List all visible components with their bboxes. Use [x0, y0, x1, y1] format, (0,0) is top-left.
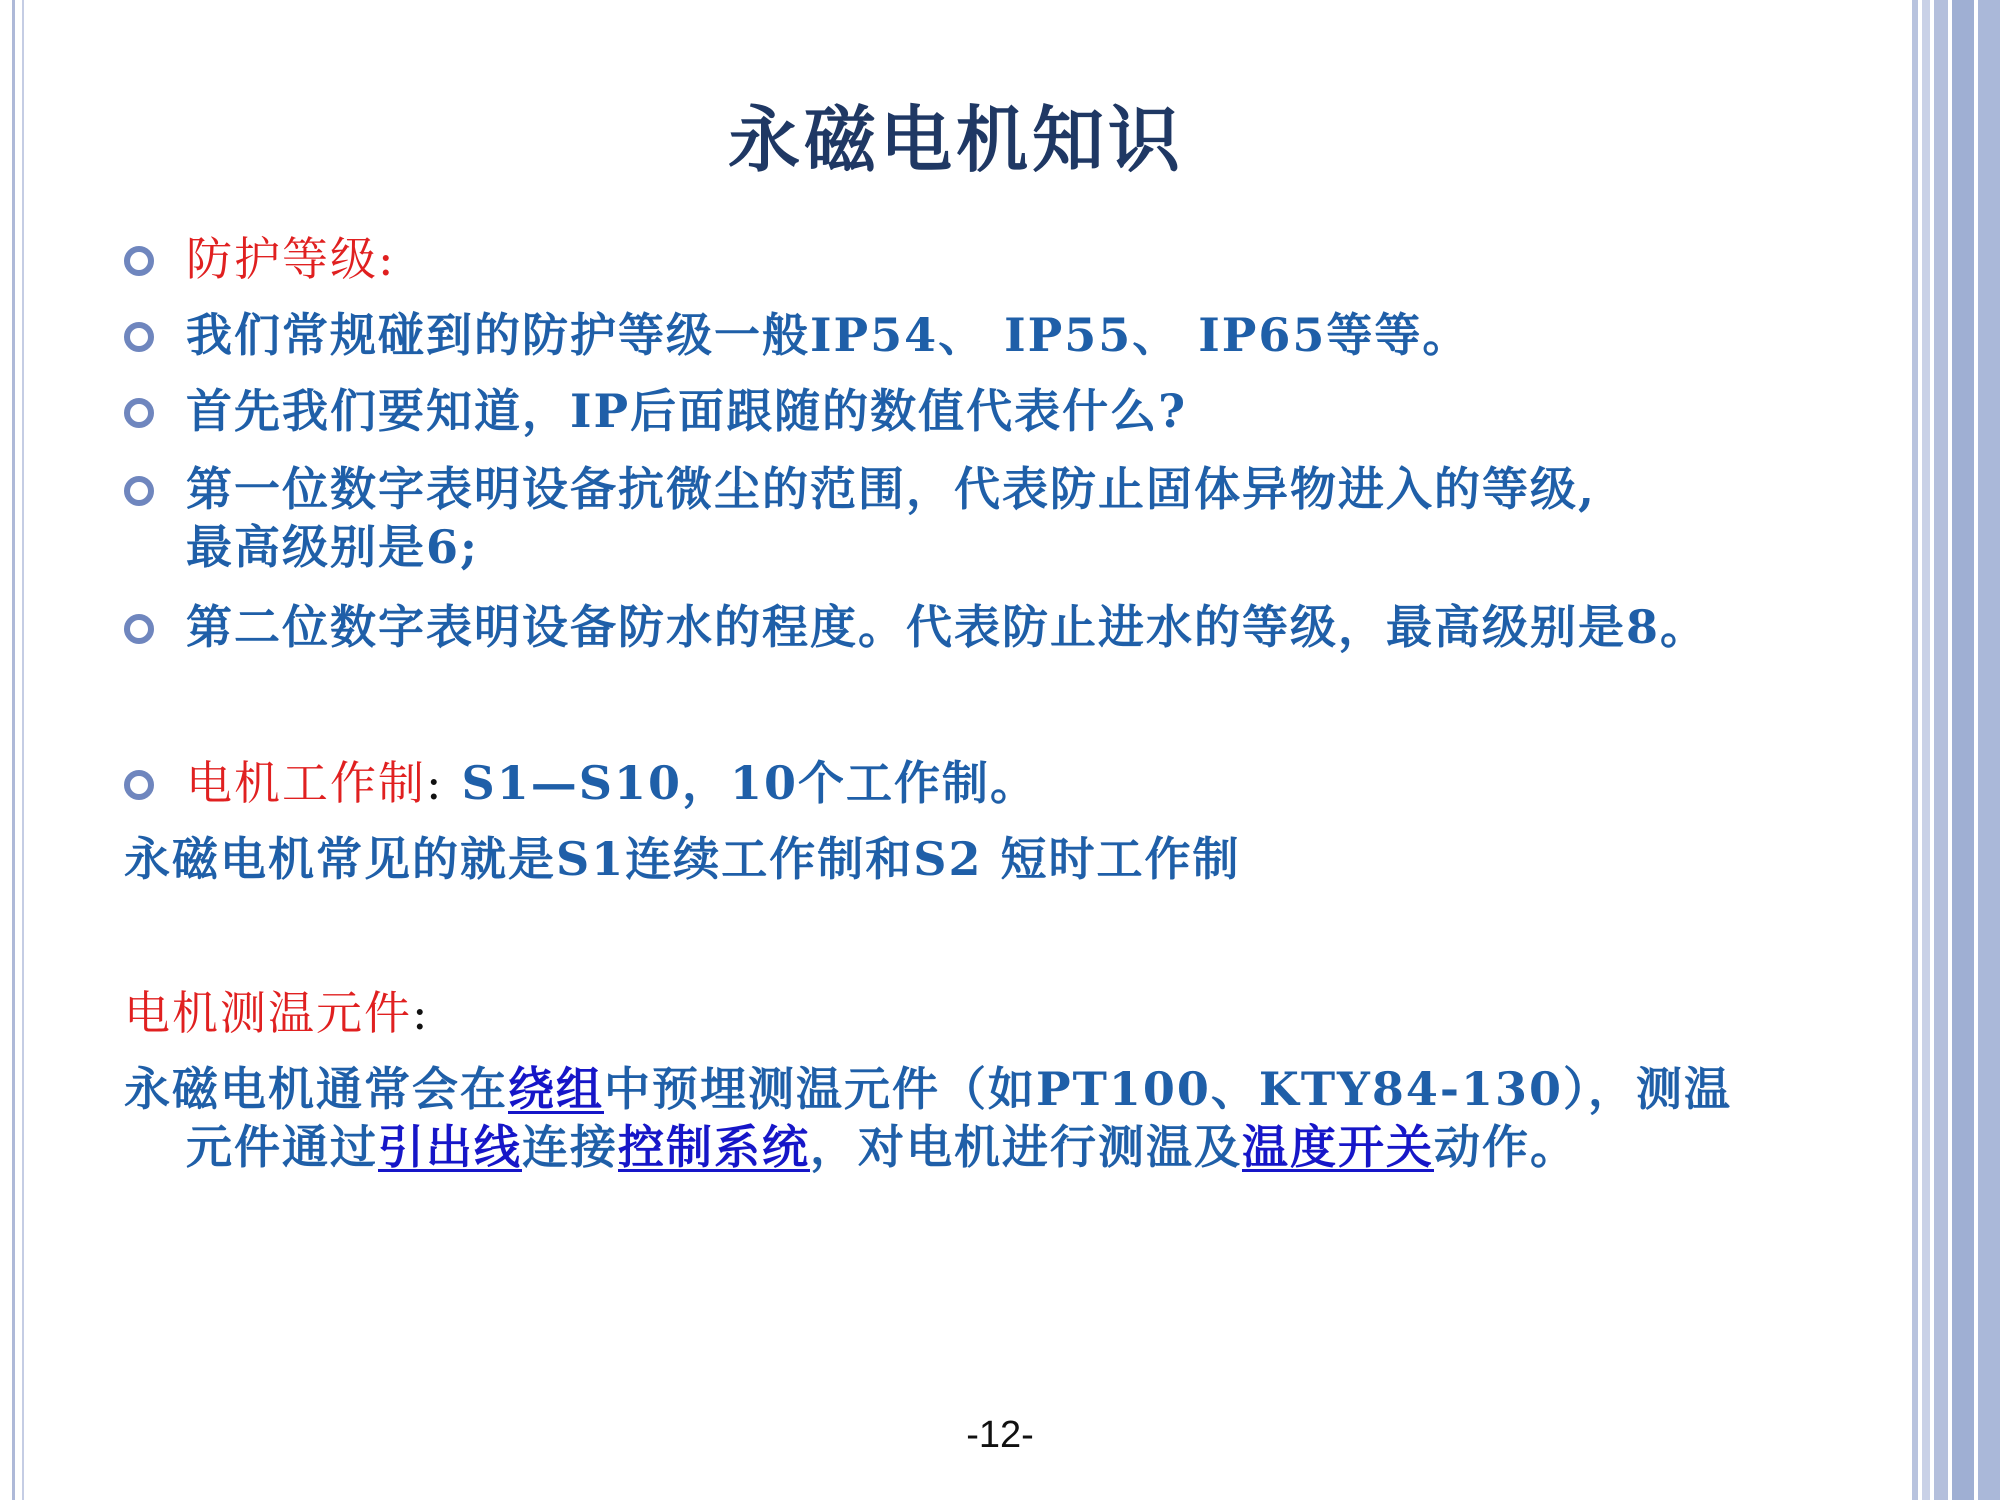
slide-title: 永磁电机知识 — [727, 97, 1184, 182]
bullet-circle-icon — [124, 322, 154, 352]
bullet-circle-icon — [124, 770, 154, 800]
link-control-system[interactable]: 控制系统 — [618, 1120, 810, 1174]
temp-line1: 永磁电机通常会在绕组中预埋测温元件（如PT100、KTY84-130），测温 — [124, 1062, 1733, 1116]
duty-separator: : — [426, 756, 444, 810]
duty-label: 电机工作制 — [186, 756, 426, 810]
bullet-protection-label: 防护等级: — [186, 232, 396, 286]
bullet-first-digit — [186, 460, 1906, 576]
bullet-circle-icon — [124, 246, 154, 276]
right-decorative-stripes — [1912, 0, 2000, 1500]
link-temperature-switch[interactable]: 温度开关 — [1242, 1120, 1434, 1174]
temp-heading — [124, 984, 1904, 1042]
left-border-line — [12, 0, 15, 1500]
duty-text: S1—S10，10个工作制。 — [461, 756, 1038, 810]
bullet-first-digit-line1: 第一位数字表明设备抗微尘的范围，代表防止固体异物进入的等级, — [186, 462, 1597, 516]
bullet-duty-cycle — [186, 754, 1906, 812]
link-lead-wire[interactable]: 引出线 — [378, 1120, 522, 1174]
link-winding[interactable]: 绕组 — [508, 1062, 604, 1116]
left-border-line-inner — [22, 0, 24, 1500]
page-number: -12- — [966, 1414, 1034, 1456]
bullet-circle-icon — [124, 476, 154, 506]
temp-separator: : — [412, 986, 430, 1040]
temp-description — [124, 1060, 1904, 1176]
bullet-second-digit: 第二位数字表明设备防水的程度。代表防止进水的等级，最高级别是8。 — [186, 600, 1709, 654]
bullet-ip-examples: 我们常规碰到的防护等级一般IP54、 IP55、 IP65等等。 — [186, 308, 1471, 362]
temp-label: 电机测温元件 — [124, 986, 412, 1040]
bullet-ip-question: 首先我们要知道，IP后面跟随的数值代表什么? — [186, 384, 1188, 438]
temp-line2: 元件通过引出线连接控制系统，对电机进行测温及温度开关动作。 — [186, 1120, 1578, 1174]
bullet-circle-icon — [124, 398, 154, 428]
duty-description: 永磁电机常见的就是S1连续工作制和S2 短时工作制 — [124, 832, 1241, 886]
bullet-first-digit-line2: 最高级别是6; — [186, 520, 479, 574]
bullet-circle-icon — [124, 614, 154, 644]
